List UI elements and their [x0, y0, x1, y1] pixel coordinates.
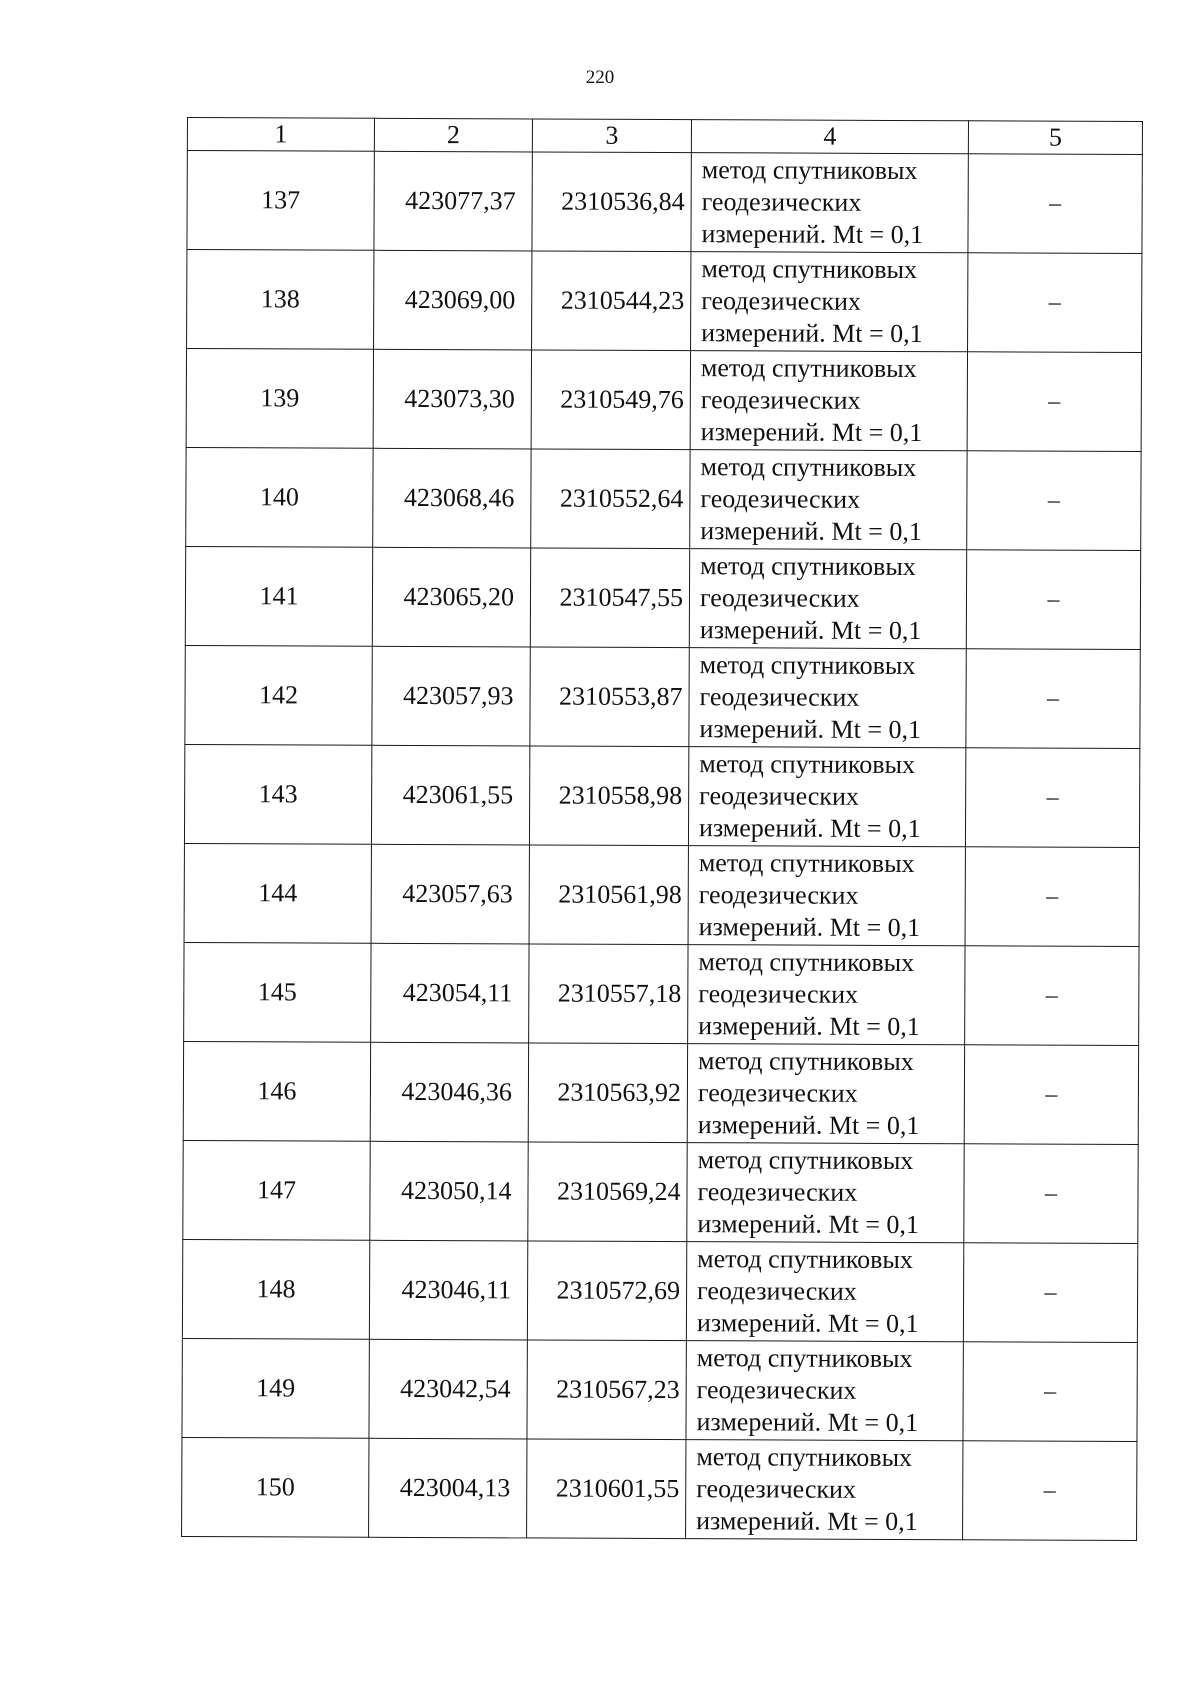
y-coordinate-cell: 2310563,92 — [528, 1043, 687, 1143]
x-coordinate-cell: 423073,30 — [373, 349, 531, 449]
note-cell: – — [965, 946, 1139, 1046]
column-header: 2 — [374, 118, 532, 152]
point-number-cell: 137 — [187, 151, 374, 251]
note-cell: – — [965, 847, 1139, 947]
method-cell: метод спутниковых геодезических измерений. Mt = 0,1 — [688, 747, 965, 847]
y-coordinate-cell: 2310557,18 — [529, 944, 688, 1044]
table-row — [185, 645, 1140, 748]
y-coordinate-cell: 2310536,84 — [532, 152, 691, 252]
note-cell: – — [964, 1045, 1138, 1145]
point-number-cell: 149 — [182, 1338, 369, 1438]
note-cell: – — [968, 154, 1142, 254]
y-coordinate-cell: 2310561,98 — [529, 845, 688, 945]
column-header: 5 — [968, 121, 1142, 155]
point-number-cell: 141 — [185, 546, 372, 646]
note-cell: – — [963, 1243, 1137, 1343]
note-cell: – — [963, 1342, 1137, 1442]
y-coordinate-cell: 2310544,23 — [532, 251, 691, 351]
method-cell: метод спутниковых геодезических измерений. Mt = 0,1 — [689, 549, 966, 649]
method-cell: метод спутниковых геодезических измерений. Mt = 0,1 — [688, 846, 965, 946]
x-coordinate-cell: 423065,20 — [372, 547, 530, 647]
point-number-cell: 139 — [186, 349, 373, 449]
table-row — [183, 1041, 1138, 1144]
table-row — [187, 250, 1142, 353]
x-coordinate-cell: 423004,13 — [369, 1438, 527, 1538]
y-coordinate-cell: 2310549,76 — [531, 350, 690, 450]
method-cell: метод спутниковых геодезических измерений. Mt = 0,1 — [686, 1440, 963, 1540]
table-row — [186, 447, 1141, 550]
note-cell: – — [963, 1441, 1137, 1541]
coordinates-table — [181, 117, 1143, 1541]
y-coordinate-cell: 2310553,87 — [530, 647, 689, 747]
x-coordinate-cell: 423057,93 — [372, 646, 530, 746]
method-cell: метод спутниковых геодезических измерений. Mt = 0,1 — [686, 1242, 963, 1342]
table-header-row — [187, 118, 1142, 155]
note-cell: – — [967, 451, 1141, 551]
table-row — [184, 843, 1139, 946]
point-number-cell: 142 — [185, 645, 372, 745]
y-coordinate-cell: 2310547,55 — [530, 548, 689, 648]
method-cell: метод спутниковых геодезических измерений. Mt = 0,1 — [686, 1341, 963, 1441]
method-cell: метод спутниковых геодезических измерений. Mt = 0,1 — [689, 648, 966, 748]
point-number-cell: 145 — [184, 942, 371, 1042]
method-cell: метод спутниковых геодезических измерений. Mt = 0,1 — [691, 252, 968, 352]
x-coordinate-cell: 423054,11 — [371, 943, 529, 1043]
point-number-cell: 148 — [182, 1239, 369, 1339]
x-coordinate-cell: 423069,00 — [374, 250, 532, 350]
x-coordinate-cell: 423061,55 — [371, 745, 529, 845]
note-cell: – — [965, 748, 1139, 848]
y-coordinate-cell: 2310567,23 — [527, 1340, 686, 1440]
table-row — [185, 546, 1140, 649]
page-number: 220 — [585, 67, 615, 88]
method-cell: метод спутниковых геодезических измерений. Mt = 0,1 — [690, 351, 967, 451]
column-header: 1 — [187, 118, 374, 152]
method-cell: метод спутниковых геодезических измерений. Mt = 0,1 — [687, 1143, 964, 1243]
table-row — [182, 1239, 1137, 1342]
x-coordinate-cell: 423057,63 — [371, 844, 529, 944]
note-cell: – — [964, 1144, 1138, 1244]
x-coordinate-cell: 423068,46 — [373, 448, 531, 548]
column-header: 4 — [691, 120, 968, 154]
y-coordinate-cell: 2310552,64 — [531, 449, 690, 549]
point-number-cell: 143 — [184, 744, 371, 844]
y-coordinate-cell: 2310601,55 — [527, 1439, 686, 1539]
point-number-cell: 140 — [186, 447, 373, 547]
note-cell: – — [966, 550, 1140, 650]
point-number-cell: 146 — [183, 1041, 370, 1141]
table-row — [184, 942, 1139, 1045]
x-coordinate-cell: 423050,14 — [370, 1141, 528, 1241]
method-cell: метод спутниковых геодезических измерений. Mt = 0,1 — [688, 945, 965, 1045]
table-row — [184, 744, 1139, 847]
note-cell: – — [967, 352, 1141, 452]
table-row — [182, 1437, 1137, 1540]
table-row — [183, 1140, 1138, 1243]
x-coordinate-cell: 423046,36 — [370, 1042, 528, 1142]
table-row — [186, 349, 1141, 452]
x-coordinate-cell: 423046,11 — [369, 1240, 527, 1340]
column-header: 3 — [532, 119, 691, 153]
y-coordinate-cell: 2310558,98 — [529, 746, 688, 846]
y-coordinate-cell: 2310572,69 — [527, 1241, 686, 1341]
x-coordinate-cell: 423077,37 — [374, 151, 532, 251]
method-cell: метод спутниковых геодезических измерений. Mt = 0,1 — [687, 1044, 964, 1144]
point-number-cell: 147 — [183, 1140, 370, 1240]
method-cell: метод спутниковых геодезических измерений. Mt = 0,1 — [690, 450, 967, 550]
point-number-cell: 144 — [184, 843, 371, 943]
table-row — [187, 151, 1142, 254]
point-number-cell: 150 — [182, 1437, 369, 1537]
x-coordinate-cell: 423042,54 — [369, 1339, 527, 1439]
y-coordinate-cell: 2310569,24 — [528, 1142, 687, 1242]
note-cell: – — [968, 253, 1142, 353]
point-number-cell: 138 — [187, 250, 374, 350]
table-row — [182, 1338, 1137, 1441]
note-cell: – — [966, 649, 1140, 749]
method-cell: метод спутниковых геодезических измерений. Mt = 0,1 — [691, 153, 968, 253]
